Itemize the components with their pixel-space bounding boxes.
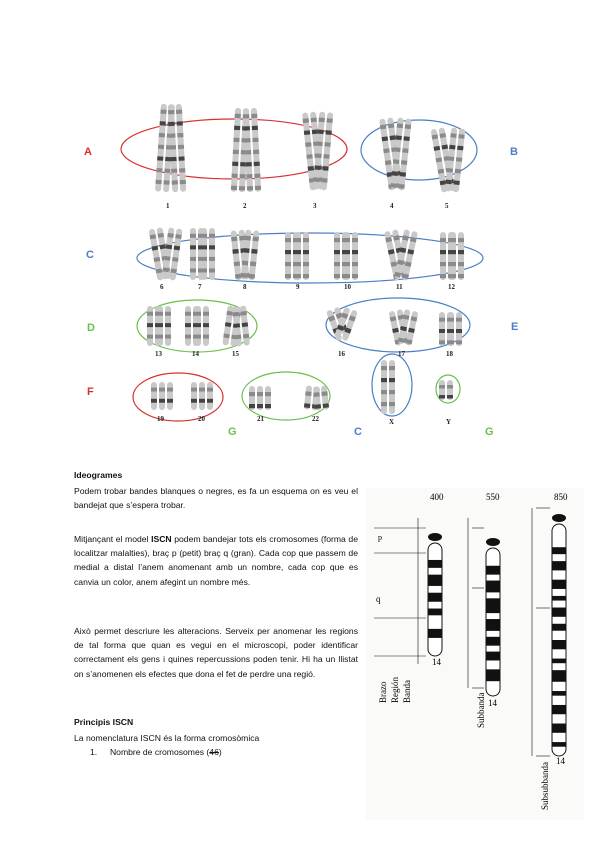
paragraph-2-post: podem bandejar tots els cromosomes (forma de localitzar malalties), braç p (petit) braç q (gran). Cada cop que passem de medial a distal l’anem anomenant amb un nombre, cada cop que es canvia un color, anem afegint un nombre més. [74,534,358,587]
list-number: 1. [90,747,98,757]
group-label-c-sex: C [354,426,362,438]
paragraph-3: Això permet descriure les alteracions. Serveix per anomenar les regions de tal forma que quan es vegui en el microscopi, poder identificar correctament els gens i quines repercussions poden tenir. Hi ha un llistat on s’anomenen els efectes que dona el fet de perdre una regió. [74,626,358,679]
subbanda-label: Subbanda [476,692,486,728]
chr-9b [295,232,309,280]
group-label-f: F [87,386,94,398]
chr-number-9: 9 [296,283,300,291]
side-label-brazo: Brazo [378,681,388,703]
paragraph-2-pre: Mitjançant el model [74,534,152,544]
ideogram-550 [486,538,500,696]
side-label-banda: Banda [402,680,412,703]
group-label-c: C [86,249,94,261]
arm-q-label: q [376,594,381,604]
chr-14b [195,306,209,346]
chr-number-21: 21 [257,415,264,423]
chr-y [439,380,453,400]
side-label-region: Región [390,677,400,703]
chr-number-x: X [389,418,395,426]
chr-x [381,360,395,414]
chr-number-18: 18 [446,350,453,358]
chr-number-22: 22 [312,415,319,423]
chr-number-10: 10 [344,283,351,291]
ideogram-400 [428,533,442,656]
chr-number-17: 17 [398,350,405,358]
group-label-g-left: G [228,426,237,438]
ideogrames-heading: Ideogrames [74,470,123,480]
chr-2b [243,108,261,193]
subsubbanda-label: Subsubbanda [540,762,550,810]
chr-19b [159,382,173,410]
group-label-e: E [511,321,519,333]
chr-10b [344,232,358,280]
paragraph-2 [74,532,358,589]
chr-number-3: 3 [313,202,317,210]
chr-21b [257,386,271,410]
chr-number-4: 4 [390,202,394,210]
chr-number-16: 16 [338,350,345,358]
chr-number-6: 6 [160,283,164,291]
chr-number-8: 8 [243,283,247,291]
chr-number-15: 15 [232,350,239,358]
paragraph-2-iscn: ISCN [151,534,172,544]
chr-number-1: 1 [166,202,170,210]
paragraph-1: Podem trobar bandes blanques o negres, es fa un esquema on es veu el bandejat que s’espera trobar. [74,486,358,511]
chr-number-7: 7 [198,283,202,291]
group-label-b: B [510,146,518,158]
list-item-post: ) [218,747,222,757]
group-label-g-right: G [485,426,494,438]
ideo-chr-14-a: 14 [432,657,441,667]
chr-1b [168,104,187,193]
principis-text: La nomenclatura ISCN és la forma cromosòmica [74,733,260,743]
list-item-strike: 46 [209,747,219,757]
resolution-550: 550 [486,492,500,502]
ideo-chr-14-b: 14 [488,698,497,708]
resolution-400: 400 [430,492,444,502]
ideogram-figure [366,488,584,820]
list-item-pre: Nombre de cromosomes ( [109,747,210,757]
list-item-1 [90,745,222,759]
chr-12b [450,232,464,280]
group-label-a: A [84,146,92,158]
chr-number-19: 19 [157,415,164,423]
chr-number-13: 13 [155,350,162,358]
chr-7b [201,228,215,280]
resolution-850: 850 [554,492,568,502]
group-label-d: D [87,322,95,334]
chr-number-20: 20 [198,415,205,423]
chr-number-12: 12 [448,283,455,291]
chromosomes-layer [147,104,465,414]
chr-13b [157,306,171,346]
chr-22b [313,385,329,410]
arm-p-label: p [378,533,382,542]
chr-number-2: 2 [243,202,247,210]
chr-number-11: 11 [396,283,403,291]
ideogram-850 [552,514,566,756]
ideo-chr-14-c: 14 [556,756,565,766]
chr-number-y: Y [446,418,452,426]
chr-20b [199,382,213,410]
principis-heading: Principis ISCN [74,717,134,727]
chr-number-5: 5 [445,202,449,210]
chr-number-14: 14 [192,350,199,358]
group-c-ellipse [137,233,483,283]
